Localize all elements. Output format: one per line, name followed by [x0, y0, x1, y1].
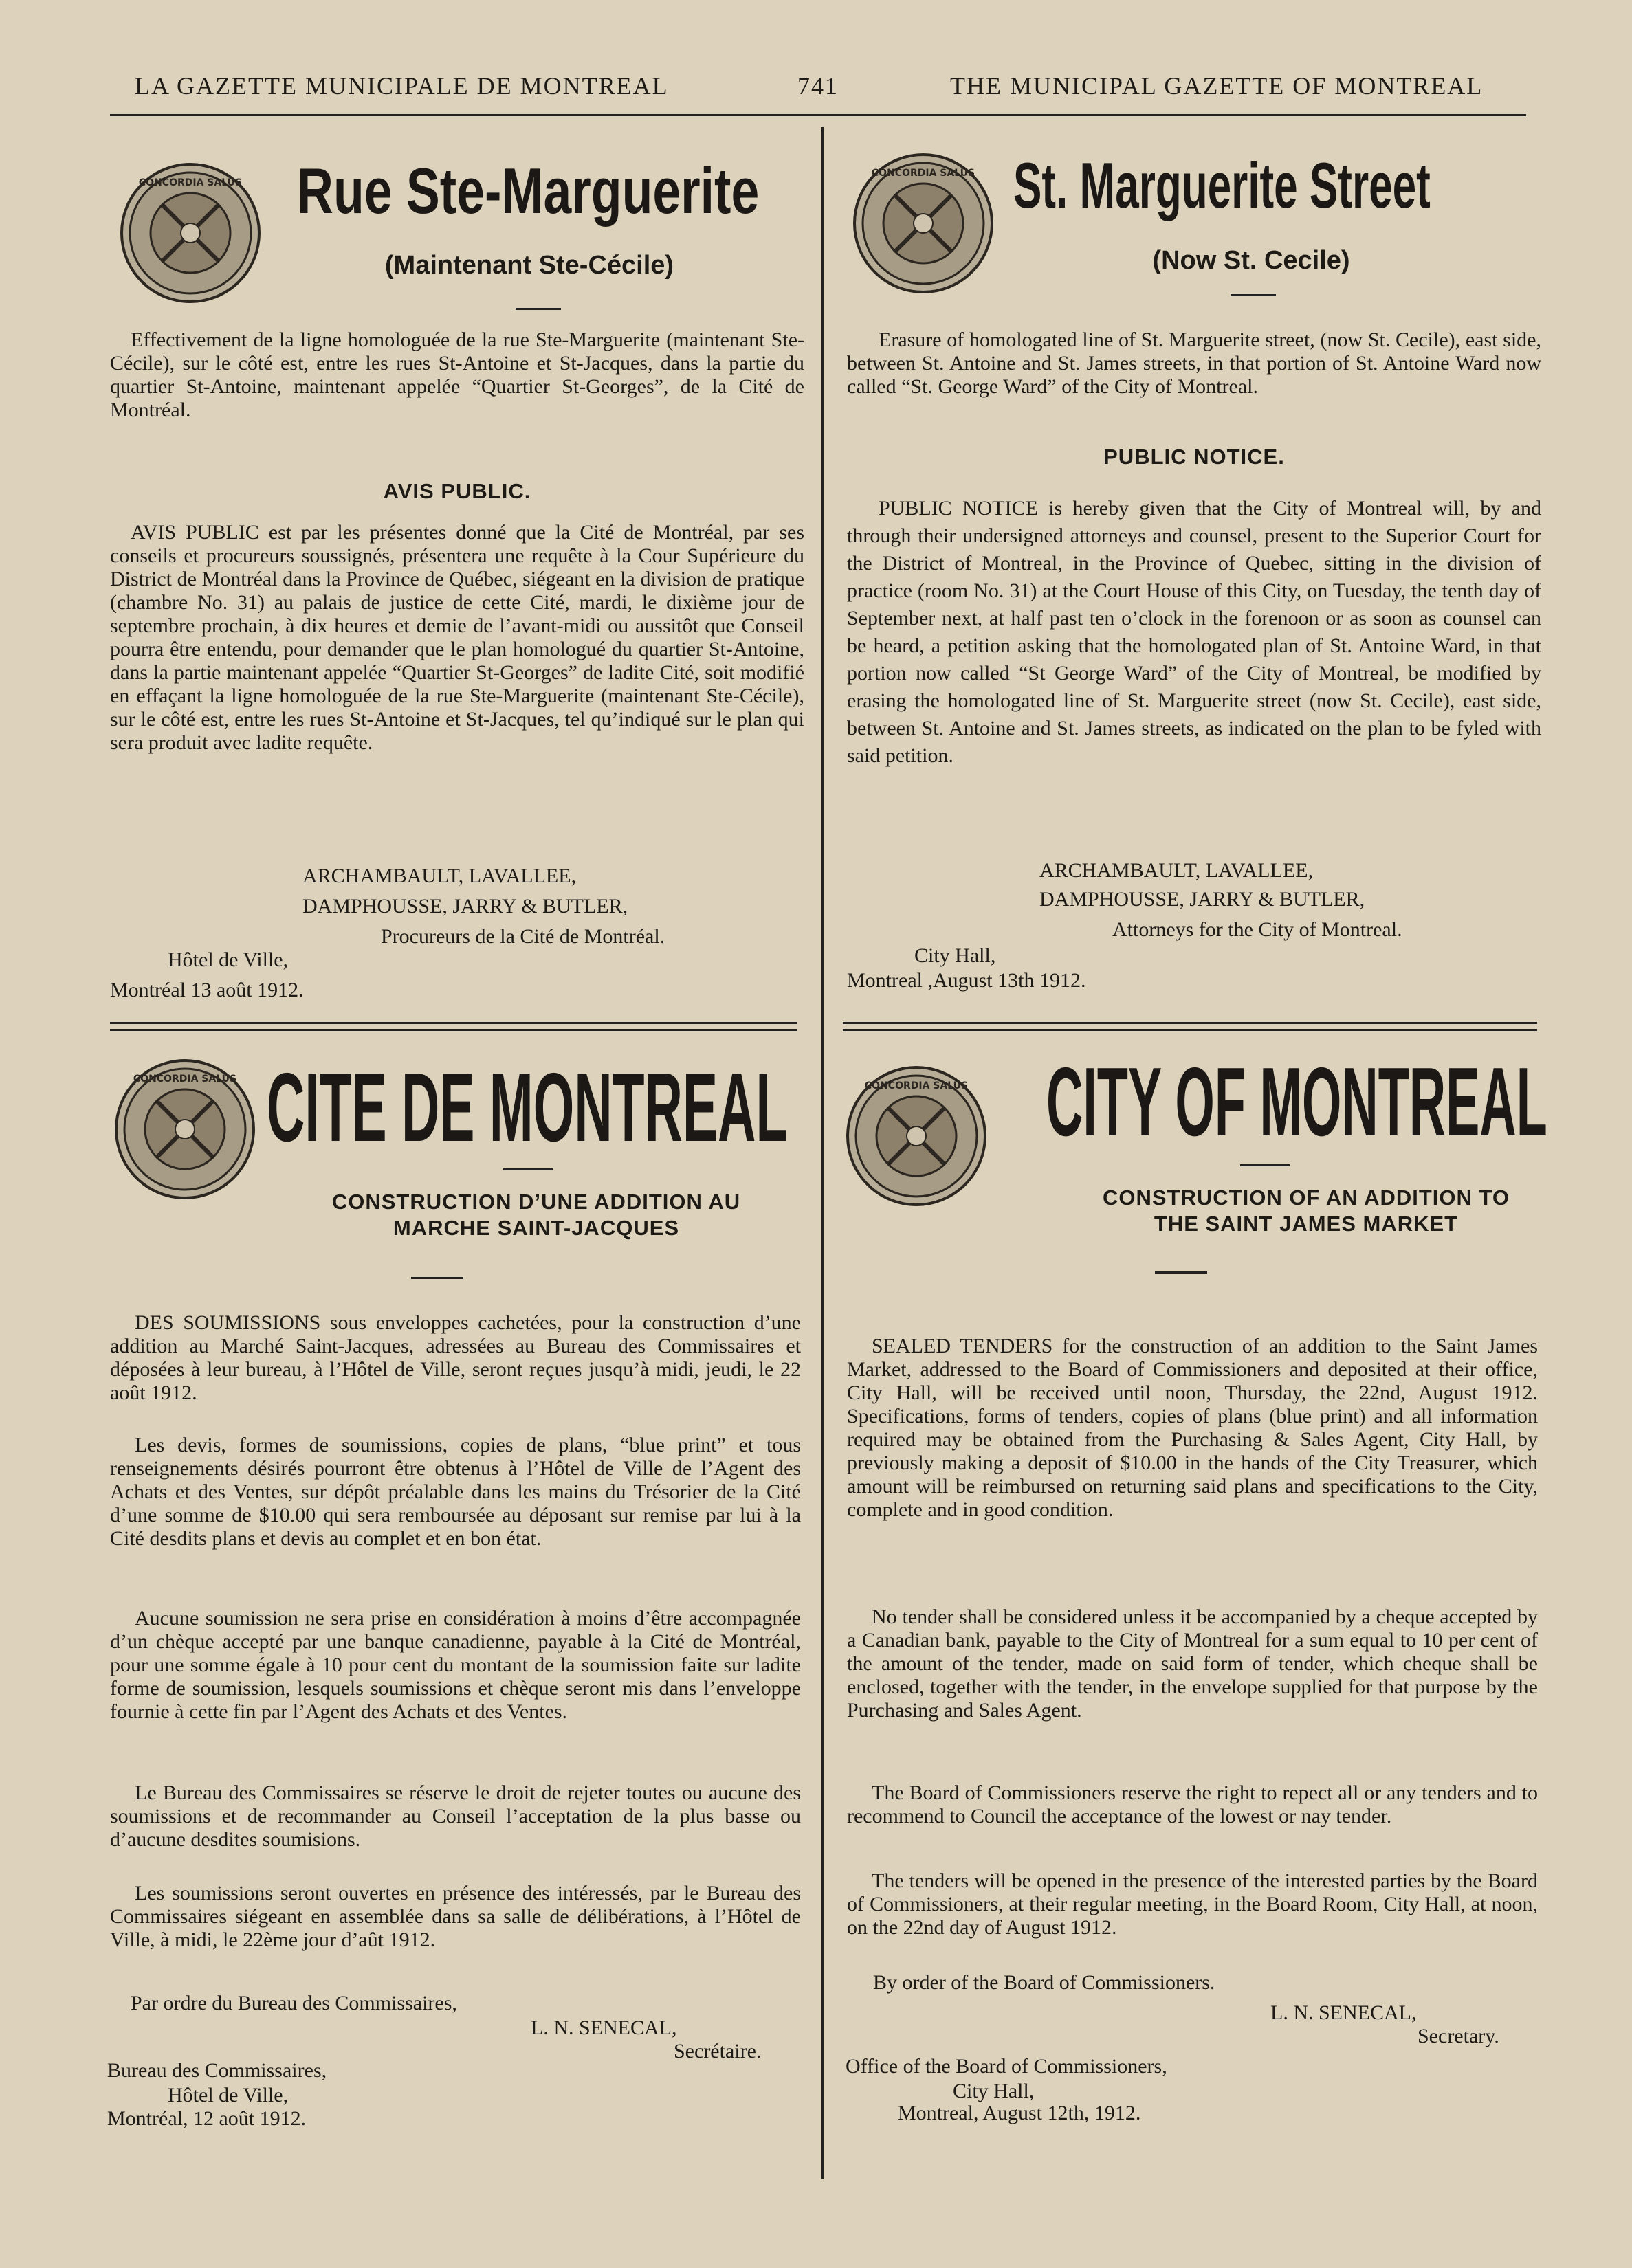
section-separator-right-2 [843, 1029, 1537, 1031]
notice-body: PUBLIC NOTICE is hereby given that the City of Montreal will, by and through their undersigned attorneys and counsel, present to the Superior Court for the District of Montreal, in the Province of Quebec, sitting in the division of practice (room No. 31) at the Court House of this City, on Tuesday, the tenth day of September next, at half past ten o’clock in the forenoon or as soon as counsel can be heard, a petition asking that the homologated plan of St. Antoine Ward, in that portion now called “St George Ward” of the City of Montreal, be modified by erasing the homologated line of St. Marguerite street (now St. Cecile), east side, between St. Antoine and St. James streets, as indicated on the plan to be fyled with said petition. [847, 497, 1541, 767]
tender-paragraph-2: No tender shall be considered unless it be accompanied by a cheque accepted by a Canadian bank, payable to the City of Montreal for a sum equal to 10 per cent of the amount of the tender, made on said form of tender, which cheque shall be enclosed, together with the tender, in the envelope supplied for that purpose by the Purchasing and Sales Agent. [847, 1605, 1538, 1722]
page-number: 741 [797, 72, 839, 100]
signature-line-3: Attorneys for the City of Montreal. [1112, 918, 1402, 941]
notice-date: Montreal ,August 13th 1912. [847, 969, 1086, 992]
office-line-1: Bureau des Commissaires, [107, 2059, 327, 2082]
heading-dash [1155, 1271, 1207, 1274]
notice-heading: CONSTRUCTION OF AN ADDITION TO THE SAINT JAMES MARKET [1103, 1186, 1510, 1236]
tender-paragraph-5: Les soumissions seront ouvertes en présence des intéressés, par le Bureau des Commissaires siégeant en assemblée dans sa salle de délibérations, à l’Hôtel de Ville, à midi, le 22ème jour d’aût 1912. [110, 1882, 801, 1951]
tender-paragraph-1: SEALED TENDERS for the construction of an addition to the Saint James Market, addressed to the Board of Commissioners and deposited at their office, City Hall, will be received until noon, Thursday, the 22nd, August 1912. Specifications, forms of tenders, copies of plans (blue print) and all information required may be obtained from the Purchasing & Sales Agent, City Hall, by previously making a deposit of $10.00 in the hands of the City Treasurer, which amount will be reimbursed on returning said plans and specifications to the City, complete and in good condition. [847, 1335, 1538, 1521]
tender-paragraph-4: Le Bureau des Commissaires se réserve le droit de rejeter toutes ou aucune des soumissions et de recommander au Conseil l’acceptation de la plus basse ou d’aucune desdites soumisions. [110, 1781, 801, 1851]
office-line-3: Montréal, 12 août 1912. [107, 2107, 307, 2130]
notice-title: St. Marguerite Street [1013, 149, 1431, 221]
header-right-title: THE MUNICIPAL GAZETTE OF MONTREAL [950, 72, 1484, 100]
notice-place: Hôtel de Ville, [168, 948, 289, 971]
signature-name: L. N. SENECAL, [531, 2016, 677, 2039]
signature-line-2: DAMPHOUSSE, JARRY & BUTLER, [302, 895, 628, 918]
title-dash [503, 1168, 553, 1170]
svg-text:CONCORDIA SALUS: CONCORDIA SALUS [138, 177, 243, 188]
office-line-2: Hôtel de Ville, [168, 2084, 289, 2106]
signature-name: L. N. SENECAL, [1270, 2001, 1417, 2024]
notice-heading: AVIS PUBLIC. [383, 479, 531, 503]
section-separator-left [110, 1022, 797, 1024]
notice-subtitle: (Maintenant Ste-Cécile) [384, 251, 674, 280]
city-seal-icon [852, 153, 994, 294]
signature-title: Secretary. [1418, 2025, 1499, 2047]
order-line: Par ordre du Bureau des Commissaires, [131, 1992, 457, 2014]
city-seal-icon [120, 162, 261, 304]
notice-intro: Erasure of homologated line of St. Marguerite street, (now St. Cecile), east side, between St. Antoine and St. James streets, in that portion of St. Antoine Ward now called “St. George Ward” of the City of Montreal. [847, 329, 1541, 398]
tender-paragraph-3: The Board of Commissioners reserve the right to repect all or any tenders and to recommend to Council the acceptance of the lowest or nay tender. [847, 1781, 1538, 1827]
office-line-2: City Hall, [953, 2080, 1035, 2102]
notice-body: AVIS PUBLIC est par les présentes donné que la Cité de Montréal, par ses conseils et procureurs soussignés, présentera une requête à la Cour Supérieure du District de Montréal dans la Province de Québec, siégeant en la division de pratique (chambre No. 31) au palais de justice de cette Cité, mardi, le dixième jour de septembre prochain, à dix heures et demie de l’avant-midi ou aussitôt que Conseil pourra être entendu, pour demander que le plan homologué du quartier St-Antoine, dans la partie maintenant appelée “Quartier St-Georges” de ladite Cité, soit modifié en effaçant la ligne homologuée de la rue Ste-Marguerite (maintenant Ste-Cécile), sur le côté est, entre les rues St-Antoine et St-Jacques, tel qu’indiqué sur le plan qui sera produit avec ladite requête. [110, 521, 804, 754]
tender-paragraph-2: Les devis, formes de soumissions, copies de plans, “blue print” et tous renseignements désirés pourront être obtenus à l’Hôtel de Ville de l’Agent des Achats et des Ventes, sur dépôt préalable dans les mains du Trésorier de la Cité d’une somme de $10.00 qui sera remboursée au déposant sur remise par lui à la Cité desdits plans et devis au complet et en bon état. [110, 1434, 801, 1550]
notice-title: CITY OF MONTREAL [1046, 1047, 1547, 1157]
signature-line-1: ARCHAMBAULT, LAVALLEE, [302, 865, 577, 887]
svg-text:CONCORDIA SALUS: CONCORDIA SALUS [871, 168, 975, 179]
heading-dash [411, 1277, 463, 1279]
tender-paragraph-1: DES SOUMISSIONS sous enveloppes cachetées, pour la construction d’une addition au Marché Saint-Jacques, adressées au Bureau des Commissaires et déposées à leur bureau, à l’Hôtel de Ville, seront reçues jusqu’à midi, jeudi, le 22 août 1912. [110, 1311, 801, 1404]
svg-text:CONCORDIA SALUS: CONCORDIA SALUS [864, 1080, 969, 1091]
header-left-title: LA GAZETTE MUNICIPALE DE MONTREAL [135, 72, 669, 100]
title-dash [1231, 294, 1276, 296]
signature-title: Secrétaire. [674, 2040, 762, 2063]
order-line: By order of the Board of Commissioners. [873, 1971, 1215, 1994]
notice-place: City Hall, [914, 944, 996, 967]
tender-paragraph-4: The tenders will be opened in the presence of the interested parties by the Board of Commissioners, at their regular meeting, in the Board Room, City Hall, at noon, on the 22nd day of August 1912. [847, 1869, 1538, 1939]
signature-line-1: ARCHAMBAULT, LAVALLEE, [1039, 859, 1314, 882]
title-dash [516, 308, 561, 310]
signature-line-2: DAMPHOUSSE, JARRY & BUTLER, [1039, 888, 1365, 911]
section-separator-left-2 [110, 1029, 797, 1031]
notice-title: Rue Ste-Marguerite [297, 155, 760, 227]
svg-text:CONCORDIA SALUS: CONCORDIA SALUS [133, 1074, 237, 1085]
office-line-1: Office of the Board of Commissioners, [846, 2055, 1167, 2078]
notice-heading: CONSTRUCTION D’UNE ADDITION AU MARCHE SAINT-JACQUES [331, 1190, 741, 1240]
section-separator-right [843, 1022, 1537, 1024]
title-dash [1240, 1164, 1290, 1166]
notice-title: CITE DE MONTREAL [267, 1053, 789, 1162]
notice-intro: Effectivement de la ligne homologuée de la rue Ste-Marguerite (maintenant Ste-Cécile), sur le côté est, entre les rues St-Antoine et St-Jacques, dans la partie du quartier St-Antoine, maintenant appelée “Quartier St-Georges”, de la Cité de Montréal. [110, 329, 804, 421]
city-seal-icon [846, 1065, 987, 1207]
notice-subtitle: (Now St. Cecile) [1152, 246, 1350, 275]
notice-heading: PUBLIC NOTICE. [1103, 445, 1285, 469]
city-seal-icon [114, 1058, 256, 1200]
office-line-3: Montreal, August 12th, 1912. [898, 2102, 1141, 2124]
tender-paragraph-3: Aucune soumission ne sera prise en considération à moins d’être accompagnée d’un chèque accepté par une banque canadienne, payable à la Cité de Montréal, pour une somme égale à 10 pour cent du montant de la soumission faite sur ladite forme de soumission, lesquels soumissions et chèque seront mis dans l’enveloppe fournie à cette fin par l’Agent des Achats et des Ventes. [110, 1607, 801, 1723]
column-divider [821, 127, 824, 2179]
signature-line-3: Procureurs de la Cité de Montréal. [381, 925, 665, 948]
notice-date: Montréal 13 août 1912. [110, 979, 304, 1001]
header-rule [110, 114, 1526, 116]
